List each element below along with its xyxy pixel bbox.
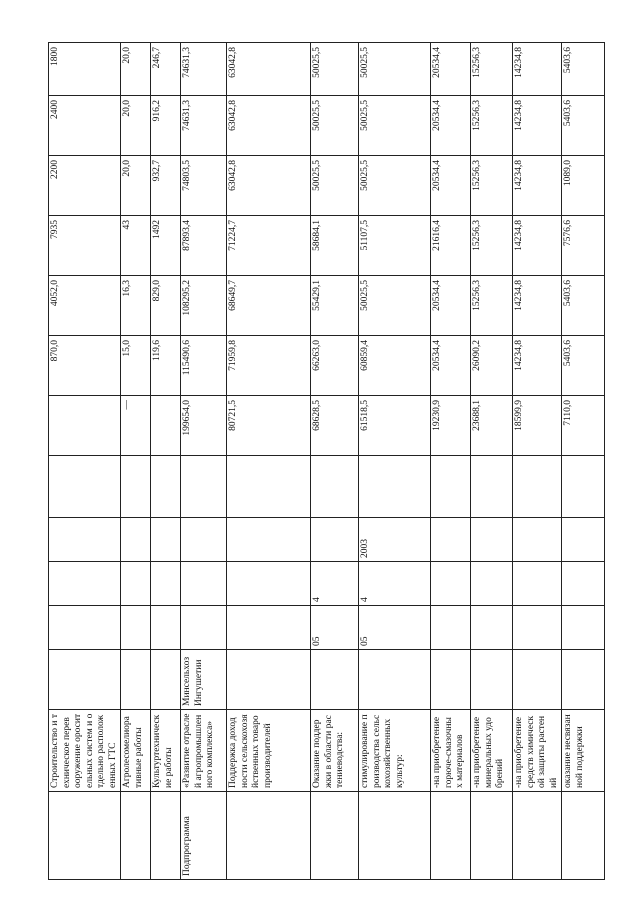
cell-v2: 4052,0 — [49, 276, 121, 336]
cell-v3: 1492 — [151, 216, 181, 276]
cell-sub-name: Агролесомелиоративные работы — [121, 710, 151, 792]
cell-v5: 916,2 — [151, 96, 181, 156]
cell-name — [311, 792, 359, 880]
table-row — [311, 43, 359, 880]
cell-sub-name: -на приобретение горюче-смазочных материалов — [431, 710, 471, 792]
table-row — [359, 43, 431, 880]
cell-v4: 63042,8 — [227, 156, 311, 216]
cell-agency — [121, 650, 151, 710]
cell-v3: 14234,8 — [513, 216, 562, 276]
cell-c2 — [471, 562, 513, 606]
cell-name — [562, 792, 605, 880]
cell-v4: 74803,5 — [181, 156, 227, 216]
cell-v1: 115490,6 — [181, 336, 227, 396]
cell-v4: 14234,8 — [513, 156, 562, 216]
cell-v0: 68628,5 — [311, 396, 359, 456]
cell-v4: 2200 — [49, 156, 121, 216]
cell-c2: 4 — [359, 562, 431, 606]
cell-name — [121, 792, 151, 880]
cell-c3 — [121, 518, 151, 562]
cell-sub-name: Поддержка доходности сельскохозяйственных товаропроизводителей — [227, 710, 311, 792]
cell-v4: 50025,5 — [359, 156, 431, 216]
cell-v1: 60859,4 — [359, 336, 431, 396]
cell-sub-name: Оказание поддержки в области растениеводства: — [311, 710, 359, 792]
cell-c2 — [49, 562, 121, 606]
cell-c1 — [227, 606, 311, 650]
cell-c4 — [359, 456, 431, 518]
cell-v2: 55429,1 — [311, 276, 359, 336]
cell-v0: 80721,5 — [227, 396, 311, 456]
cell-agency: Минсельхоз Ингушетии — [181, 650, 227, 710]
cell-v1: 15,0 — [121, 336, 151, 396]
cell-name — [431, 792, 471, 880]
cell-c3 — [227, 518, 311, 562]
cell-v5: 14234,8 — [513, 96, 562, 156]
table-row — [431, 43, 471, 880]
cell-v3: 51107,5 — [359, 216, 431, 276]
cell-v6: 20,0 — [121, 43, 151, 96]
cell-v4: 20534,4 — [431, 156, 471, 216]
cell-v3: 43 — [121, 216, 151, 276]
cell-v6: 20534,4 — [431, 43, 471, 96]
cell-v6: 1800 — [49, 43, 121, 96]
cell-c3 — [49, 518, 121, 562]
cell-c2 — [151, 562, 181, 606]
cell-c4 — [121, 456, 151, 518]
cell-c2: 4 — [311, 562, 359, 606]
cell-v4: 15256,3 — [471, 156, 513, 216]
cell-v6: 50025,5 — [359, 43, 431, 96]
cell-c3 — [311, 518, 359, 562]
cell-c4 — [151, 456, 181, 518]
cell-c1 — [49, 606, 121, 650]
cell-c4 — [181, 456, 227, 518]
cell-v6: 50025,5 — [311, 43, 359, 96]
table-row — [471, 43, 513, 880]
cell-v2: 20534,4 — [431, 276, 471, 336]
cell-v5: 74631,3 — [181, 96, 227, 156]
cell-v1: 26090,2 — [471, 336, 513, 396]
cell-c2 — [562, 562, 605, 606]
cell-c4 — [471, 456, 513, 518]
cell-agency — [562, 650, 605, 710]
cell-sub-name: Культуртехнические работы — [151, 710, 181, 792]
cell-v3: 21616,4 — [431, 216, 471, 276]
cell-v0: 7110,0 — [562, 396, 605, 456]
cell-name — [359, 792, 431, 880]
cell-v4: 1089,0 — [562, 156, 605, 216]
cell-v1: 66263,0 — [311, 336, 359, 396]
cell-sub-name: стимулирование производства сельскохозяйственных культур: — [359, 710, 431, 792]
table-row — [562, 43, 605, 880]
cell-c1: 05 — [359, 606, 431, 650]
cell-c2 — [121, 562, 151, 606]
cell-sub-name: -на приобретение средств химической защиты растений — [513, 710, 562, 792]
cell-v5: 5403,6 — [562, 96, 605, 156]
cell-c1 — [151, 606, 181, 650]
table-row — [121, 43, 151, 880]
cell-c1 — [431, 606, 471, 650]
table-row — [181, 43, 227, 880]
cell-v0 — [151, 396, 181, 456]
cell-v0: — — [121, 396, 151, 456]
cell-c4 — [227, 456, 311, 518]
cell-c2 — [513, 562, 562, 606]
cell-v0 — [49, 396, 121, 456]
cell-v0: 18599,9 — [513, 396, 562, 456]
cell-v3: 87893,4 — [181, 216, 227, 276]
cell-name — [513, 792, 562, 880]
cell-v2: 15256,3 — [471, 276, 513, 336]
cell-v2: 5403,6 — [562, 276, 605, 336]
cell-v0: 19230,9 — [431, 396, 471, 456]
cell-c1 — [121, 606, 151, 650]
cell-v2: 68649,7 — [227, 276, 311, 336]
cell-v0: 23688,1 — [471, 396, 513, 456]
cell-v4: 50025,5 — [311, 156, 359, 216]
cell-c1 — [471, 606, 513, 650]
cell-v2: 16,3 — [121, 276, 151, 336]
cell-c4 — [431, 456, 471, 518]
cell-sub-name: оказание несвязанной поддержки — [562, 710, 605, 792]
table-row — [151, 43, 181, 880]
cell-c1 — [181, 606, 227, 650]
cell-sub-name: «Развитие отраслей агропромышленного комплекса» — [181, 710, 227, 792]
cell-c2 — [181, 562, 227, 606]
cell-c3 — [471, 518, 513, 562]
cell-name — [49, 792, 121, 880]
table-row — [513, 43, 562, 880]
cell-c2 — [431, 562, 471, 606]
cell-c3: 2003 — [359, 518, 431, 562]
cell-v6: 63042,8 — [227, 43, 311, 96]
cell-name — [151, 792, 181, 880]
cell-v6: 15256,3 — [471, 43, 513, 96]
cell-name — [227, 792, 311, 880]
cell-v2: 108295,2 — [181, 276, 227, 336]
cell-agency — [471, 650, 513, 710]
cell-c4 — [513, 456, 562, 518]
cell-v3: 58684,1 — [311, 216, 359, 276]
cell-c2 — [227, 562, 311, 606]
cell-sub-name: -на приобретение минеральных удобрений — [471, 710, 513, 792]
cell-c4 — [49, 456, 121, 518]
cell-name: Подпрограмма — [181, 792, 227, 880]
cell-v0: 199654,0 — [181, 396, 227, 456]
cell-v1: 5403,6 — [562, 336, 605, 396]
budget-table-rotated — [48, 43, 601, 880]
budget-table — [48, 42, 605, 880]
cell-v2: 14234,8 — [513, 276, 562, 336]
cell-v3: 15256,3 — [471, 216, 513, 276]
cell-c3 — [181, 518, 227, 562]
cell-sub-name: Строительство и техническое перевооружение оросительных систем и отдельно расположенных ГТС — [49, 710, 121, 792]
cell-name — [471, 792, 513, 880]
cell-v5: 15256,3 — [471, 96, 513, 156]
cell-agency — [49, 650, 121, 710]
cell-agency — [431, 650, 471, 710]
cell-v6: 246,7 — [151, 43, 181, 96]
cell-v4: 20,0 — [121, 156, 151, 216]
cell-v6: 14234,8 — [513, 43, 562, 96]
cell-v1: 14234,8 — [513, 336, 562, 396]
cell-c1: 05 — [311, 606, 359, 650]
cell-v5: 50025,5 — [311, 96, 359, 156]
cell-v5: 63042,8 — [227, 96, 311, 156]
cell-c3 — [431, 518, 471, 562]
cell-v2: 50025,5 — [359, 276, 431, 336]
cell-agency — [513, 650, 562, 710]
cell-c3 — [151, 518, 181, 562]
cell-v1: 20534,4 — [431, 336, 471, 396]
cell-v3: 7935 — [49, 216, 121, 276]
cell-agency — [311, 650, 359, 710]
cell-c1 — [562, 606, 605, 650]
cell-v6: 74631,3 — [181, 43, 227, 96]
cell-agency — [227, 650, 311, 710]
cell-v6: 5403,6 — [562, 43, 605, 96]
cell-v5: 20534,4 — [431, 96, 471, 156]
cell-c4 — [562, 456, 605, 518]
cell-v5: 2400 — [49, 96, 121, 156]
cell-v1: 870,0 — [49, 336, 121, 396]
cell-v5: 50025,5 — [359, 96, 431, 156]
table-row — [227, 43, 311, 880]
cell-c1 — [513, 606, 562, 650]
cell-agency — [359, 650, 431, 710]
cell-v3: 71224,7 — [227, 216, 311, 276]
cell-c3 — [562, 518, 605, 562]
cell-v4: 932,7 — [151, 156, 181, 216]
table-row — [49, 43, 121, 880]
cell-v1: 71959,8 — [227, 336, 311, 396]
cell-v0: 61518,5 — [359, 396, 431, 456]
cell-v3: 7576,6 — [562, 216, 605, 276]
cell-c4 — [311, 456, 359, 518]
cell-v5: 20,0 — [121, 96, 151, 156]
cell-agency — [151, 650, 181, 710]
cell-c3 — [513, 518, 562, 562]
cell-v2: 829,0 — [151, 276, 181, 336]
cell-v1: 119,6 — [151, 336, 181, 396]
